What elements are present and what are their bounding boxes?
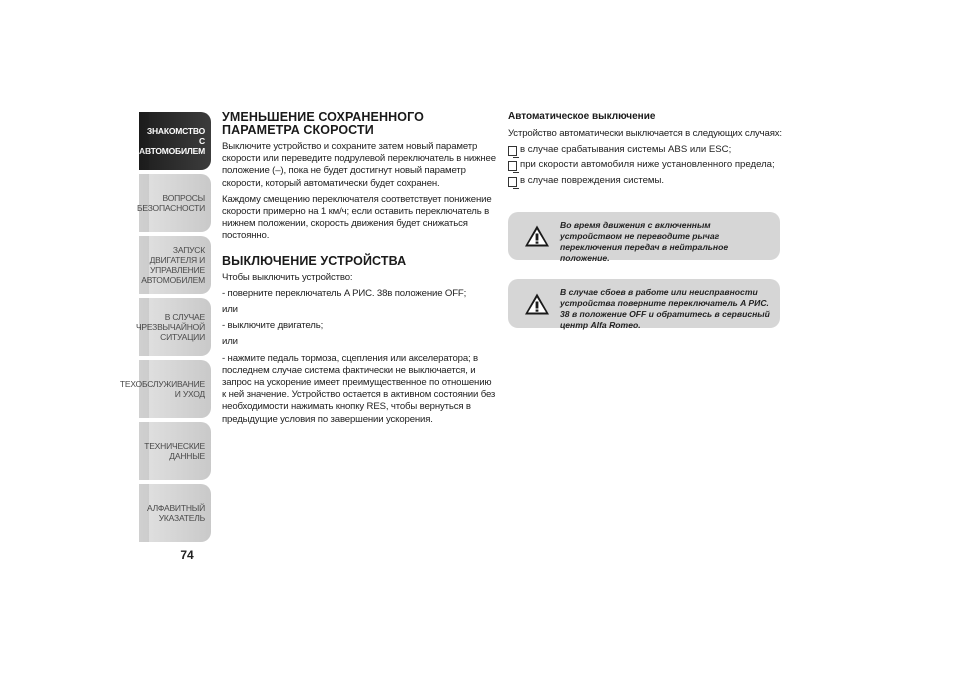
warning-box <box>508 279 780 328</box>
tab-label: ВОПРОСЫ БЕЗОПАСНОСТИ <box>137 193 205 213</box>
paragraph: или <box>222 304 238 316</box>
tab-tehobsluzhivanie[interactable] <box>119 360 211 418</box>
warning-triangle-icon <box>524 225 550 248</box>
paragraph: - нажмите педаль тормоза, сцепления или акселератора; в последнем случае система фактически не выключается, и запрос на ускорение имеет преимущественное по отношению к ней значение. Устройство остается в активном состоянии без необходимости нажимать кнопку RES, чтобы вернуться в предыдущие условия по завершении ускорения. <box>222 352 496 425</box>
tab-voprosy-bezopasnosti[interactable] <box>139 174 211 232</box>
tab-label: В СЛУЧАЕ ЧРЕЗВЫЧАЙНОЙ СИТУАЦИИ <box>135 312 205 342</box>
tab-chrezvychainaya-situaciya[interactable] <box>135 298 211 356</box>
paragraph: Каждому смещению переключателя соответствует понижение скорости примерно на 1 км/ч; если оставить переключатель в нижнем положении, скорость движения будет снижаться постоянно. <box>222 193 492 242</box>
warning-text: В случае сбоев в работе или неисправности устройства поверните переключатель A РИС. 38 в положение OFF и обратитесь в сервисный центр Alfa Romeo. <box>560 287 770 330</box>
list-item: при скорости автомобиля ниже установленного предела; <box>508 159 784 171</box>
tab-znakomstvo[interactable] <box>139 112 211 170</box>
tab-tehnicheskie-dannye[interactable] <box>139 422 211 480</box>
checkbox-bullet-icon <box>508 146 517 156</box>
section-heading-decrease-speed: УМЕНЬШЕНИЕ СОХРАНЕННОГО ПАРАМЕТРА СКОРОСТИ <box>222 110 424 137</box>
warning-box <box>508 212 780 263</box>
subheading-auto-off: Автоматическое выключение <box>508 111 656 122</box>
right-column <box>508 111 784 190</box>
left-column <box>222 111 497 430</box>
tab-label: ЗАПУСК ДВИГАТЕЛЯ И УПРАВЛЕНИЕ АВТОМОБИЛЕМ <box>141 245 205 285</box>
tab-alfavitnyi-ukazatel[interactable] <box>139 484 211 542</box>
paragraph: - поверните переключатель A РИС. 38в положение OFF; <box>222 287 467 299</box>
paragraph: Выключите устройство и сохраните затем новый параметр скорости или переведите подрулевой переключатель в нижнее положение (–), пока не будет достигнут новый параметр скорости, который автоматически будет сохранен. <box>222 141 496 189</box>
page-number: 74 <box>180 548 194 562</box>
list-item: в случае срабатывания системы ABS или ESC; <box>508 144 784 156</box>
tab-zapusk-dvigatelya[interactable] <box>139 236 211 294</box>
paragraph: - выключите двигатель; <box>222 320 324 332</box>
paragraph: Устройство автоматически выключается в следующих случаях: <box>508 128 782 139</box>
tab-label: ТЕХОБСЛУЖИВАНИЕ И УХОД <box>119 379 205 399</box>
paragraph: или <box>222 336 238 348</box>
checkbox-bullet-icon <box>508 161 517 171</box>
warning-triangle-icon <box>524 292 550 315</box>
list-item: в случае повреждения системы. <box>508 175 784 187</box>
tab-label: ЗНАКОМСТВО С АВТОМОБИЛЕМ <box>139 126 205 156</box>
tab-label: ТЕХНИЧЕСКИЕ ДАННЫЕ <box>144 441 205 461</box>
section-heading-turn-off: ВЫКЛЮЧЕНИЕ УСТРОЙСТВА <box>222 253 407 268</box>
paragraph: Чтобы выключить устройство: <box>222 271 353 283</box>
warning-text: Во время движения с включенным устройством не переводите рычаг переключения передач в нейтральное положение. <box>560 220 729 263</box>
checkbox-bullet-icon <box>508 177 517 187</box>
tab-label: АЛФАВИТНЫЙ УКАЗАТЕЛЬ <box>146 503 205 523</box>
